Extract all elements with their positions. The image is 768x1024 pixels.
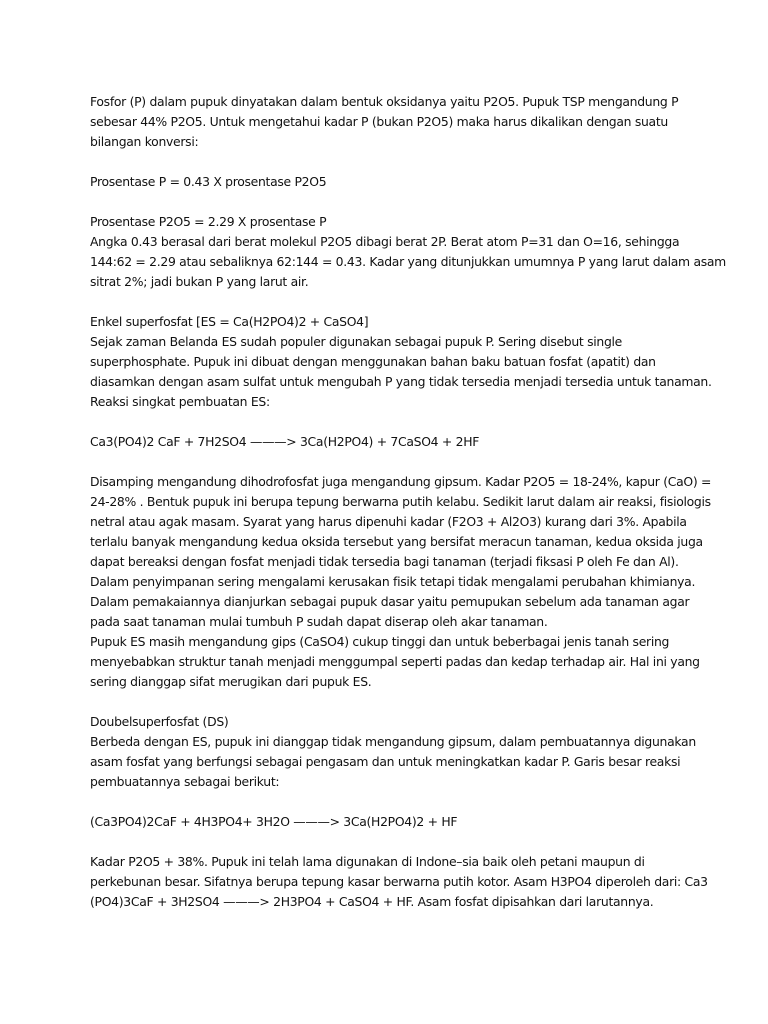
text-line: terlalu banyak mengandung kedua oksida tersebut yang bersifat meracun tanaman, kedua oksida juga bbox=[90, 534, 703, 549]
text-line: Prosentase P = 0.43 X prosentase P2O5 bbox=[90, 174, 327, 189]
document-page bbox=[90, 92, 726, 932]
text-line: (PO4)3CaF + 3H2SO4 ———> 2H3PO4 + CaSO4 + HF. Asam fosfat dipisahkan dari larutannya. bbox=[90, 894, 654, 909]
text-line: Prosentase P2O5 = 2.29 X prosentase P bbox=[90, 214, 327, 229]
text-line: sebesar 44% P2O5. Untuk mengetahui kadar P (bukan P2O5) maka harus dikalikan dengan suatu bbox=[90, 114, 668, 129]
text-line: 144:62 = 2.29 atau sebaliknya 62:144 = 0.43. Kadar yang ditunjukkan umumnya P yang larut dalam asam bbox=[90, 254, 726, 269]
text-line: Sejak zaman Belanda ES sudah populer digunakan sebagai pupuk P. Sering disebut single bbox=[90, 334, 622, 349]
text-line: Disamping mengandung dihodrofosfat juga mengandung gipsum. Kadar P2O5 = 18-24%, kapur (CaO) = bbox=[90, 474, 712, 489]
text-line: menyebabkan struktur tanah menjadi menggumpal seperti padas dan kedap terhadap air. Hal ini yang bbox=[90, 654, 700, 669]
text-line: (Ca3PO4)2CaF + 4H3PO4+ 3H2O ———> 3Ca(H2PO4)2 + HF bbox=[90, 814, 458, 829]
text-line: perkebunan besar. Sifatnya berupa tepung kasar berwarna putih kotor. Asam H3PO4 diperoleh dari: Ca3 bbox=[90, 874, 708, 889]
section-heading: Enkel superfosfat [ES = Ca(H2PO4)2 + CaSO4] bbox=[90, 314, 369, 329]
text-line: Fosfor (P) dalam pupuk dinyatakan dalam bentuk oksidanya yaitu P2O5. Pupuk TSP mengandung P bbox=[90, 94, 679, 109]
reaction-ds bbox=[90, 812, 690, 832]
text-line: pembuatannya sebagai berikut: bbox=[90, 774, 280, 789]
section-heading: Doubelsuperfosfat (DS) bbox=[90, 714, 229, 729]
text-line: Berbeda dengan ES, pupuk ini dianggap tidak mengandung gipsum, dalam pembuatannya digunakan bbox=[90, 734, 696, 749]
text-line: Dalam penyimpanan sering mengalami kerusakan fisik tetapi tidak mengalami perubahan khimianya. bbox=[90, 574, 696, 589]
paragraph-doubelsuperfosfat bbox=[90, 712, 696, 792]
text-line: Kadar P2O5 + 38%. Pupuk ini telah lama digunakan di Indone–sia baik oleh petani maupun di bbox=[90, 854, 645, 869]
text-line: diasamkan dengan asam sulfat untuk mengubah P yang tidak tersedia menjadi tersedia untuk tanaman. bbox=[90, 374, 712, 389]
reaction-es bbox=[90, 432, 690, 452]
text-line: Ca3(PO4)2 CaF + 7H2SO4 ———> 3Ca(H2PO4) + 7CaSO4 + 2HF bbox=[90, 434, 480, 449]
text-line: 24-28% . Bentuk pupuk ini berupa tepung berwarna putih kelabu. Sedikit larut dalam air reaksi, fisiologis bbox=[90, 494, 711, 509]
formula-prosentase-p bbox=[90, 172, 690, 192]
paragraph-enkel-superfosfat bbox=[90, 312, 712, 412]
text-line: sitrat 2%; jadi bukan P yang larut air. bbox=[90, 274, 309, 289]
text-line: netral atau agak masam. Syarat yang harus dipenuhi kadar (F2O3 + Al2O3) kurang dari 3%. Apabila bbox=[90, 514, 687, 529]
text-line: bilangan konversi: bbox=[90, 134, 199, 149]
text-line: asam fosfat yang berfungsi sebagai pengasam dan untuk meningkatkan kadar P. Garis besar reaksi bbox=[90, 754, 681, 769]
paragraph-prosentase-p2o5 bbox=[90, 212, 726, 292]
text-line: pada saat tanaman mulai tumbuh P sudah dapat diserap oleh akar tanaman. bbox=[90, 614, 548, 629]
paragraph-es-properties bbox=[90, 472, 712, 692]
text-line: Pupuk ES masih mengandung gips (CaSO4) cukup tinggi dan untuk beberbagai jenis tanah sering bbox=[90, 634, 670, 649]
text-line: Angka 0.43 berasal dari berat molekul P2O5 dibagi berat 2P. Berat atom P=31 dan O=16, sehingga bbox=[90, 234, 680, 249]
paragraph-fosfor-intro bbox=[90, 92, 690, 152]
text-line: superphosphate. Pupuk ini dibuat dengan menggunakan bahan baku batuan fosfat (apatit) dan bbox=[90, 354, 656, 369]
text-line: dapat bereaksi dengan fosfat menjadi tidak tersedia bagi tanaman (terjadi fiksasi P oleh Fe dan Al). bbox=[90, 554, 679, 569]
text-line: sering dianggap sifat merugikan dari pupuk ES. bbox=[90, 674, 372, 689]
text-line: Dalam pemakaiannya dianjurkan sebagai pupuk dasar yaitu pemupukan sebelum ada tanaman agar bbox=[90, 594, 690, 609]
paragraph-ds-properties bbox=[90, 852, 708, 912]
text-line: Reaksi singkat pembuatan ES: bbox=[90, 394, 270, 409]
